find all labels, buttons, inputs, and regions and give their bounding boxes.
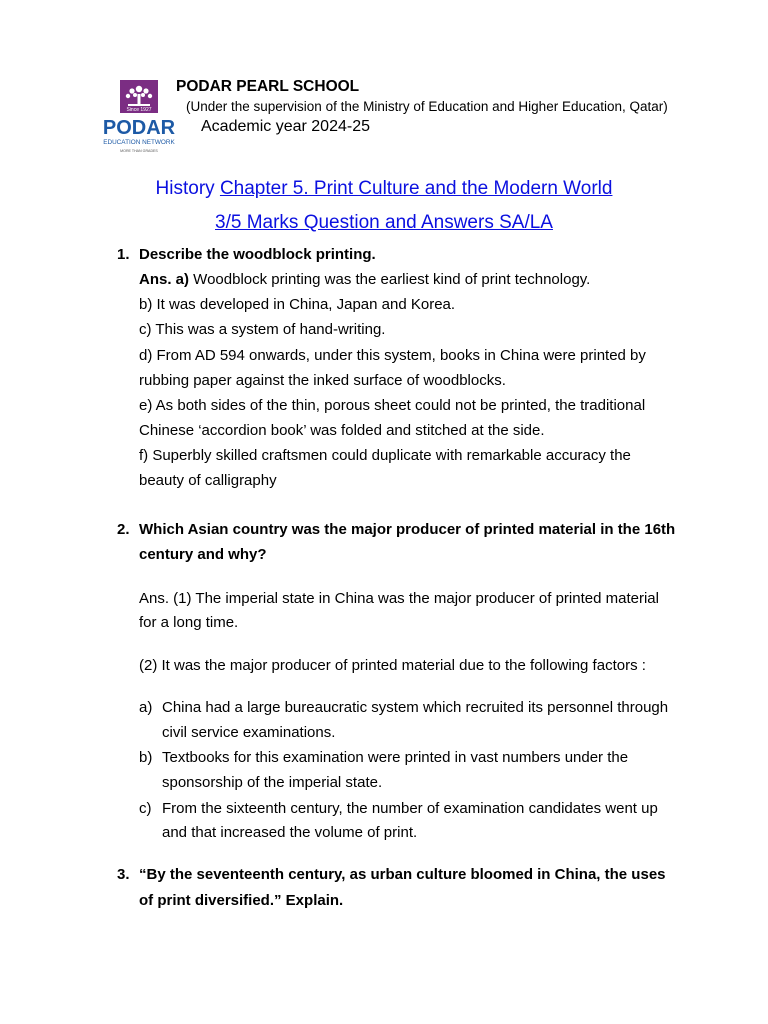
question-text: “By the seventeenth century, as urban culture bloomed in China, the uses xyxy=(139,866,666,883)
answer-line: c) This was a system of hand-writing. xyxy=(139,321,386,338)
subject-label: History xyxy=(155,178,215,199)
answer-line: (2) It was the major producer of printed material due to the following factors : xyxy=(139,657,646,674)
list-item: China had a large bureaucratic system which recruited its personnel through xyxy=(162,699,669,716)
school-logo xyxy=(94,80,188,156)
list-item: Textbooks for this examination were printed in vast numbers under the xyxy=(162,749,629,766)
list-item-label: c) xyxy=(139,800,152,817)
logo-network: EDUCATION NETWORK xyxy=(103,139,175,146)
answer-line: Ans. a) Woodblock printing was the earliest kind of print technology. xyxy=(139,271,591,288)
academic-year: Academic year 2024-25 xyxy=(201,118,370,135)
question-number: 3. xyxy=(117,866,130,883)
supervision-note: (Under the supervision of the Ministry of Education and Higher Education, Qatar) xyxy=(186,99,668,114)
chapter-title: Chapter 5. Print Culture and the Modern World xyxy=(219,178,613,199)
list-item-label: b) xyxy=(139,749,153,766)
svg-text:Since 1927: Since 1927 xyxy=(126,107,152,113)
question-number: 1. xyxy=(117,246,130,263)
school-name: PODAR PEARL SCHOOL xyxy=(176,78,360,95)
answer-label: Ans. a) xyxy=(139,271,190,288)
question-text: century and why? xyxy=(139,546,267,563)
answer-line: d) From AD 594 onwards, under this system, books in China were printed by xyxy=(139,347,646,364)
list-item: From the sixteenth century, the number of examination candidates went up xyxy=(162,800,658,817)
answer-line: for a long time. xyxy=(139,614,239,631)
answer-line: Chinese ‘accordion book’ was folded and stitched at the side. xyxy=(139,422,545,439)
answer-line: f) Superbly skilled craftsmen could duplicate with remarkable accuracy the xyxy=(139,447,631,464)
list-item: sponsorship of the imperial state. xyxy=(162,774,383,791)
answer-line: Ans. (1) The imperial state in China was the major producer of printed material xyxy=(139,590,659,607)
question-number: 2. xyxy=(117,521,130,538)
question-text: Describe the woodblock printing. xyxy=(139,246,376,263)
answer-line: b) It was developed in China, Japan and Korea. xyxy=(139,296,456,313)
page-subtitle: 3/5 Marks Question and Answers SA/LA xyxy=(215,212,553,233)
question-text: Which Asian country was the major producer of printed material in the 16th xyxy=(139,521,676,538)
list-item: and that increased the volume of print. xyxy=(162,824,418,841)
answer-line: e) As both sides of the thin, porous sheet could not be printed, the traditional xyxy=(139,397,646,414)
answer-line: beauty of calligraphy xyxy=(139,472,277,489)
page-title xyxy=(0,178,768,200)
answer-line: rubbing paper against the inked surface of woodblocks. xyxy=(139,372,506,389)
tree-icon xyxy=(94,80,188,156)
logo-tagline: MORE THAN GRADES xyxy=(120,149,158,153)
logo-brand: PODAR xyxy=(102,117,176,139)
list-item-label: a) xyxy=(139,699,153,716)
list-item: civil service examinations. xyxy=(162,724,336,741)
question-text: of print diversified.” Explain. xyxy=(139,892,344,909)
